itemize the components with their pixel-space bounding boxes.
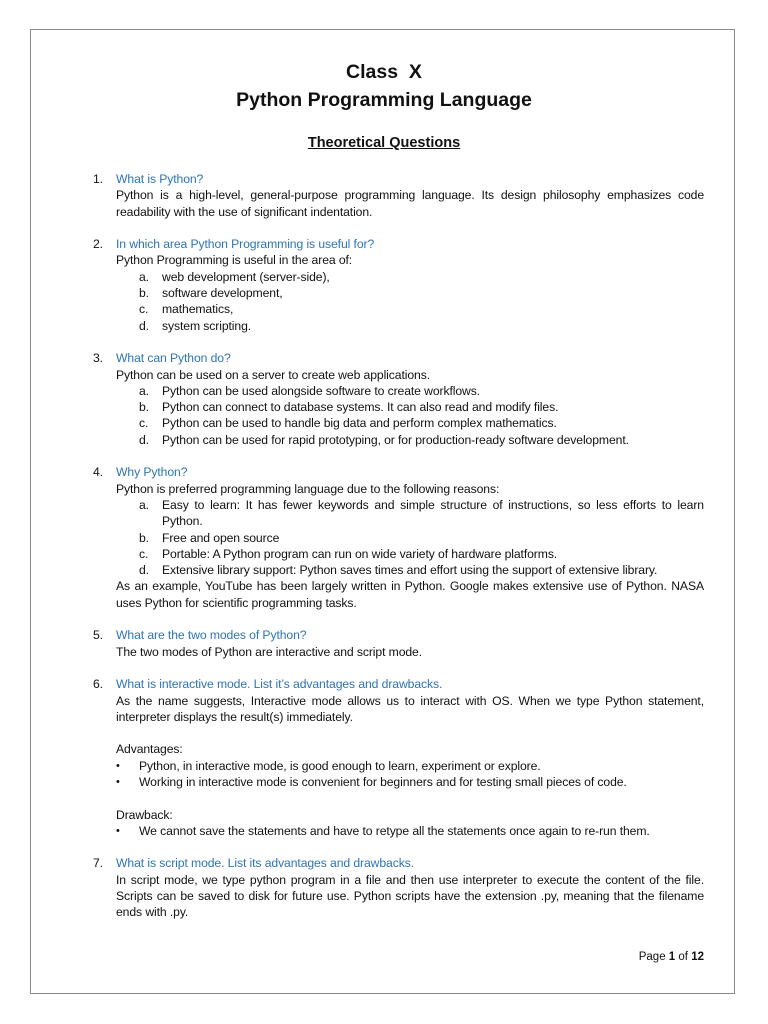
list-item: b. Python can connect to database systems. It can also read and modify files.	[139, 400, 559, 415]
answer-text: As the name suggests, Interactive mode allows us to interact with OS. When we type Python statement, interpreter displays the result(s) immediately.	[116, 693, 704, 724]
answer-text: Python Programming is useful in the area of:	[116, 253, 353, 268]
subject-title: Python Programming Language	[236, 89, 532, 111]
question-title: What is Python?	[116, 172, 204, 186]
answer-text: Python can be used on a server to create web applications.	[116, 367, 430, 382]
list-item: a. Easy to learn: It has fewer keywords and simple structure of instructions, so less efforts to learn Python.	[139, 497, 704, 529]
list-item: c. mathematics,	[139, 302, 234, 317]
question-number: 7.	[93, 856, 103, 871]
advantages-label: Advantages:	[116, 742, 183, 757]
question-number: 4.	[93, 465, 103, 480]
answer-text: The two modes of Python are interactive and script mode.	[116, 644, 423, 659]
question-number: 1.	[93, 172, 103, 186]
answer-text: Python is a high-level, general-purpose programming language. Its design philosophy emphasizes code readability with the use of significant indentation.	[116, 188, 704, 219]
section-heading: Theoretical Questions	[307, 135, 461, 151]
list-item: a. Python can be used alongside software to create workflows.	[139, 383, 481, 398]
bullet-icon: •	[116, 775, 120, 788]
question-number: 3.	[93, 351, 103, 366]
list-item: c. Python can be used to handle big data and perform complex mathematics.	[139, 416, 557, 431]
list-item: a. web development (server-side),	[139, 269, 330, 284]
answer-text: In script mode, we type python program in a file and then use interpreter to execute the content of the file. Scripts can be saved to disk for future use. Python scripts have the extension .py, meaning that the filename ends with .py.	[116, 872, 704, 920]
list-item: • Working in interactive mode is convenient for beginners and for testing small pieces of code.	[116, 774, 627, 789]
question-list	[93, 171, 704, 937]
list-item: d. Extensive library support: Python saves times and effort using the support of extensive library.	[139, 563, 658, 578]
list-item: • We cannot save the statements and have to retype all the statements once again to re-run them.	[116, 823, 650, 838]
question-title: In which area Python Programming is useful for?	[116, 237, 375, 252]
list-item: b. Free and open source	[139, 530, 280, 545]
question-1	[93, 171, 704, 220]
question-title: Why Python?	[116, 465, 188, 480]
question-7	[93, 855, 704, 920]
bullet-icon: •	[116, 824, 120, 837]
question-3	[93, 350, 704, 448]
drawback-label: Drawback:	[116, 807, 173, 822]
question-title: What is interactive mode. List it’s advantages and drawbacks.	[116, 677, 443, 692]
class-title: Class X	[346, 61, 422, 83]
question-title: What can Python do?	[116, 351, 231, 366]
list-item: d. system scripting.	[139, 318, 252, 333]
question-6	[93, 676, 704, 839]
page-number: Page 1 of 12	[638, 951, 704, 963]
question-5	[93, 627, 704, 660]
answer-text: As an example, YouTube has been largely written in Python. Google makes extensive use of Python. NASA uses Python for scientific programming tasks.	[116, 579, 704, 610]
bullet-icon: •	[116, 759, 120, 772]
list-item: • Python, in interactive mode, is good enough to learn, experiment or explore.	[116, 758, 541, 773]
list-item: c. Portable: A Python program can run on wide variety of hardware platforms.	[139, 546, 558, 561]
question-number: 6.	[93, 677, 103, 692]
list-item: d. Python can be used for rapid prototyping, or for production-ready software development.	[139, 432, 629, 447]
question-4	[93, 464, 704, 611]
question-title: What are the two modes of Python?	[116, 628, 307, 643]
question-number: 5.	[93, 628, 103, 643]
question-title: What is script mode. List its advantages and drawbacks.	[116, 856, 414, 871]
answer-text: Python is preferred programming language due to the following reasons:	[116, 481, 500, 496]
question-number: 2.	[93, 237, 103, 252]
list-item: b. software development,	[139, 286, 283, 301]
question-2	[93, 236, 704, 334]
